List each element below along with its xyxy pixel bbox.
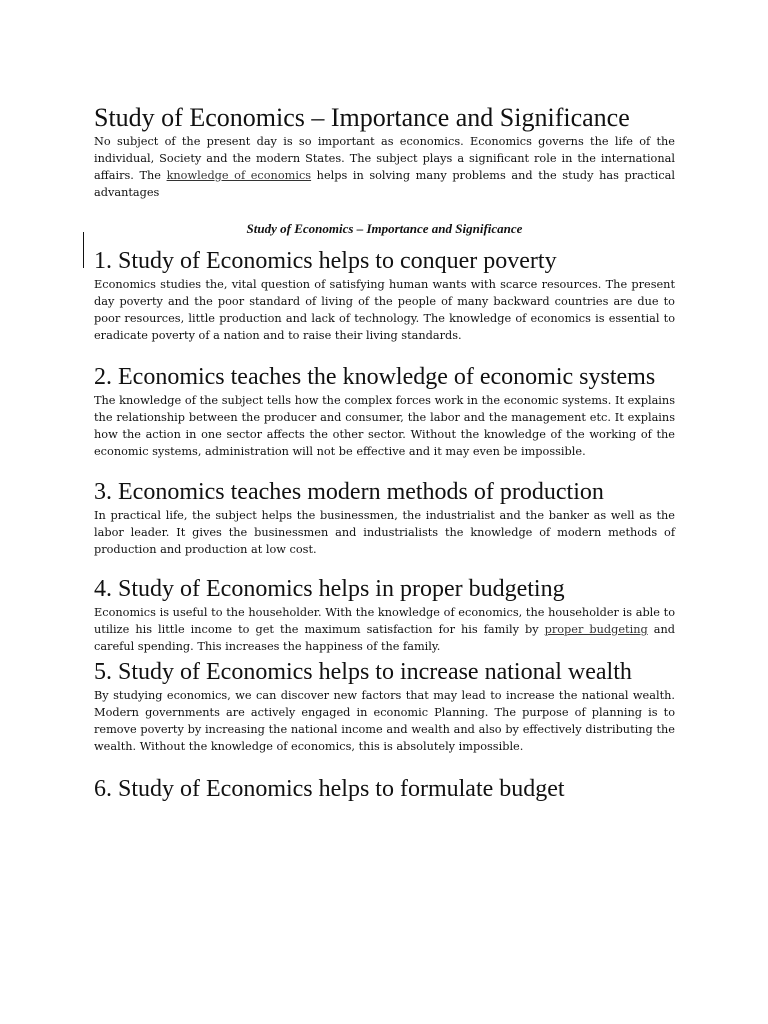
document-page <box>94 102 675 804</box>
section-1-heading: 1. Study of Economics helps to conquer poverty <box>94 248 557 274</box>
section-4-body <box>94 604 675 655</box>
section-3-heading: 3. Economics teaches modern methods of production <box>94 479 604 505</box>
section-2-body: The knowledge of the subject tells how the complex forces work in the economic systems. It explains the relationship between the producer and consumer, the labor and the management etc. It explains how the action in one sector affects the other sector. Without the knowledge of the working of the economic systems, administration will not be effective and it may even be impossible. <box>94 394 675 458</box>
intro-text-end: helps in solving many problems and the study has practical advantages <box>94 169 675 199</box>
intro-text-start: No subject of the present day is so important as economics. Economics governs the life of the individual, Society and the modern States. The subject plays a significant role in the international affairs. The <box>94 135 675 182</box>
section-3-body: In practical life, the subject helps the businessmen, the industrialist and the banker as well as the labor leader. It gives the businessmen and industrialists the knowledge of modern methods of production and production at low cost. <box>94 509 675 556</box>
section-4-heading: 4. Study of Economics helps in proper budgeting <box>94 576 565 602</box>
text-cursor <box>83 232 84 268</box>
section-6-heading: 6. Study of Economics helps to formulate budget <box>94 776 565 802</box>
document-title: Study of Economics – Importance and Significance <box>94 103 630 132</box>
knowledge-of-economics-link[interactable]: knowledge of economics <box>166 169 312 182</box>
intro-paragraph <box>94 133 675 201</box>
proper-budgeting-link[interactable]: proper budgeting <box>544 623 648 636</box>
section-5-body: By studying economics, we can discover new factors that may lead to increase the national wealth. Modern governments are actively engaged in economic Planning. The purpose of planning is to remove poverty by increasing the national income and wealth and also by effectively distributing the wealth. Without the knowledge of economics, this is absolutely impossible. <box>94 689 675 753</box>
image-caption: Study of Economics – Importance and Significance <box>246 221 523 236</box>
section-5-heading: 5. Study of Economics helps to increase national wealth <box>94 659 632 685</box>
section-2-heading: 2. Economics teaches the knowledge of economic systems <box>94 364 656 390</box>
section-4-text-end: and careful spending. This increases the happiness of the family. <box>94 623 675 653</box>
section-4-text-start: Economics is useful to the householder. With the knowledge of economics, the householder is able to utilize his little income to get the maximum satisfaction for his family by <box>94 606 675 636</box>
section-1-body: Economics studies the, vital question of satisfying human wants with scarce resources. The present day poverty and the poor standard of living of the people of many backward countries are due to poor resources, little production and lack of technology. The knowledge of economics is essential to eradicate poverty of a nation and to raise their living standards. <box>94 278 675 342</box>
